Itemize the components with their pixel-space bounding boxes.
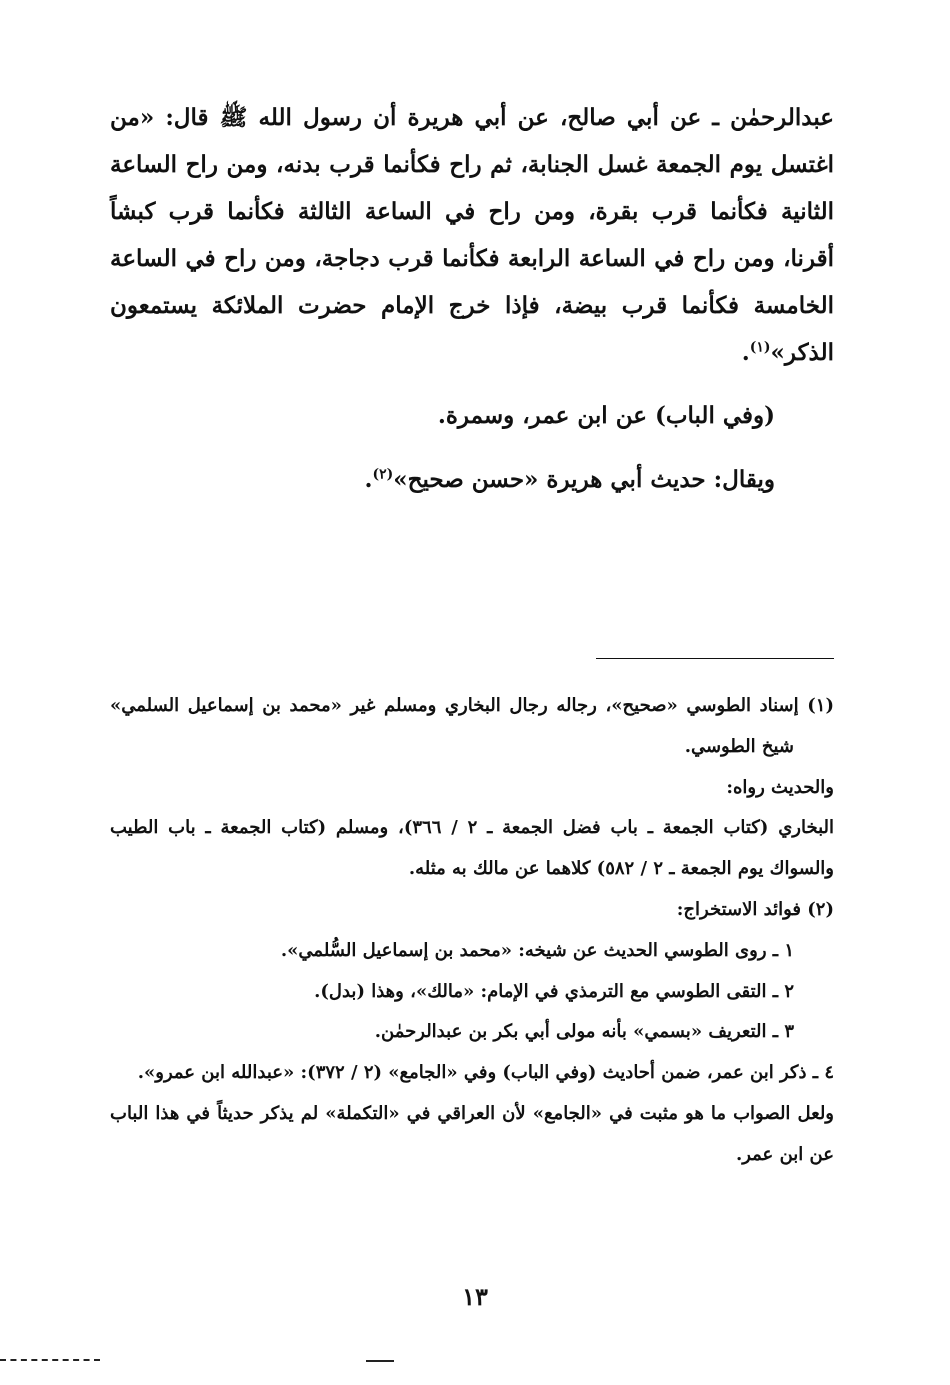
- footnote-2-item-4: ٤ ـ ذكر ابن عمر، ضمن أحاديث (وفي الباب) وفي «الجامع» (٢ / ٣٧٢): «عبدالله ابن عمرو».: [137, 1062, 834, 1084]
- footnote-1: (١) إسناد الطوسي «صحيح»، رجاله رجال البخاري ومسلم غير «محمد بن إسماعيل السلمي» شيخ الطوسي.: [110, 695, 834, 757]
- footnote-1-narrators-label: والحديث رواه:: [726, 776, 834, 798]
- grading-period: .: [364, 466, 373, 493]
- footnote-1-sources: البخاري (كتاب الجمعة ـ باب فضل الجمعة ـ ٢ / ٣٦٦)، ومسلم (كتاب الجمعة ـ باب الطيب والسواك يوم الجمعة ـ ٢ / ٥٨٢) كلاهما عن مالك به مثله.: [110, 817, 835, 880]
- footnote-separator: [596, 658, 834, 659]
- hadith-body: [110, 94, 834, 376]
- footnote-ref-2[interactable]: (٢): [372, 466, 394, 483]
- footnotes: [110, 686, 834, 1176]
- footnote-2-item-3: ٣ ـ التعريف «بسمي» بأنه مولى أبي بكر بن عبدالرحمٰن.: [374, 1021, 794, 1043]
- bab-text: (وفي الباب) عن ابن عمر، وسمرة.: [437, 402, 775, 429]
- bab-line: [438, 402, 775, 429]
- footnote-2-item-2: ٢ ـ التقى الطوسي مع الترمذي في الإمام: «مالك»، وهذا (بدل).: [314, 980, 794, 1002]
- hadith-text: عبدالرحمٰن ـ عن أبي صالح، عن أبي هريرة أن رسول الله ﷺ قال: «من اغتسل يوم الجمعة غسل الجنابة، ثم راح فكأنما قرب بدنه، ومن راح الساعة الثانية فكأنما قرب بقرة، ومن راح في الساعة الثالثة فكأنما قرب كبشاً أقرنا، ومن راح في الساعة الرابعة فكأنما قرب دجاجة، ومن راح في الساعة الخامسة فكأنما قرب بيضة، فإذا خرج الإمام حضرت الملائكة يستمعون الذكر»: [110, 104, 834, 366]
- grading-text: ويقال: حديث أبي هريرة «حسن صحيح»: [393, 466, 775, 493]
- footnote-2-item-5: ولعل الصواب ما هو مثبت في «الجامع» لأن العراقي في «التكملة» لم يذكر حديثاً في هذا الباب عن ابن عمر.: [110, 1102, 834, 1165]
- footnote-2-title: (٢) فوائد الاستخراج:: [676, 898, 834, 920]
- scan-artifact-left: [0, 1359, 100, 1361]
- hadith-period: .: [741, 339, 750, 366]
- grading-line: [364, 466, 775, 493]
- scan-artifact-center: [366, 1360, 394, 1362]
- hadith-paragraph: [110, 94, 834, 376]
- footnote-2-item-1: ١ ـ روى الطوسي الحديث عن شيخه: «محمد بن إسماعيل السُّلمي».: [280, 939, 794, 961]
- page-number: ١٣: [462, 1282, 488, 1311]
- footnote-ref-1[interactable]: (١): [749, 339, 771, 356]
